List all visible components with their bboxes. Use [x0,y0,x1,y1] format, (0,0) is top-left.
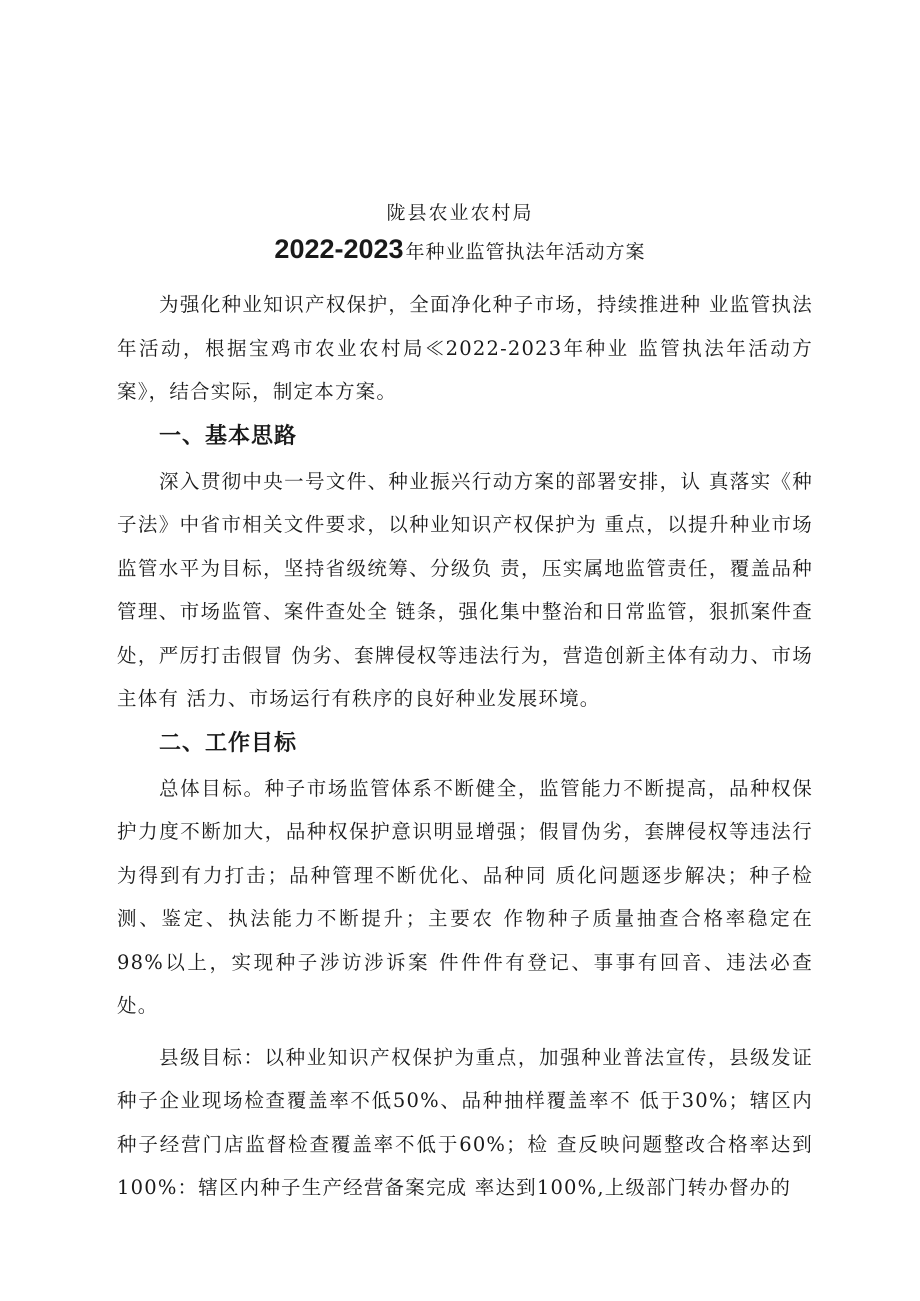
organization-name: 陇县农业农村局 [386,202,534,224]
document-title [0,234,920,265]
section-paragraph: 深入贯彻中央一号文件、种业振兴行动方案的部署安排，认 真落实《种子法》中省市相关文件要求，以种业知识产权保护为 重点，以提升种业市场监管水平为目标，坚持省级统筹、分级负 责，压实属地监管责任，覆盖品种管理、市场监管、案件查处全 链条，强化集中整治和日常监管，狠抓案件查处，严厉打击假冒 伪劣、套牌侵权等违法行为，营造创新主体有动力、市场主体有 活力、市场运行有秩序的良好种业发展环境。 [117,469,813,710]
intro-paragraph: 为强化种业知识产权保护，全面净化种子市场，持续推进种 业监管执法年活动，根据宝鸡市农业农村局≪2022-2023年种业 监管执法年活动方案》，结合实际，制定本方案。 [117,293,813,403]
section-heading-work-goals: 二、工作目标 [159,730,298,756]
title-years: 2022-2023 [274,234,404,264]
title-text: 年种业监管执法年活动方案 [405,241,646,263]
section-paragraph: 总体目标。种子市场监管体系不断健全，监管能力不断提高，品种权保护力度不断加大，品种权保护意识明显增强；假冒伪劣，套牌侵权等违法行为得到有力打击；品种管理不断优化、品种同 质化问题逐步解决；种子检测、鉴定、执法能力不断提升；主要农 作物种子质量抽查合格率稳定在98%以上，实现种子涉访涉诉案 件件件有登记、事事有回音、违法必查处。 [117,776,813,1017]
document-body [117,283,813,1210]
section-heading-basic-approach: 一、基本思路 [159,423,298,449]
section-paragraph: 县级目标：以种业知识产权保护为重点，加强种业普法宣传，县级发证种子企业现场检查覆盖率不低50%、品种抽样覆盖率不 低于30%；辖区内种子经营门店监督检查覆盖率不低于60%；检 查反映问题整改合格率达到100%：辖区内种子生产经营备案完成 率达到100%,上级部门转办督办的 [117,1045,813,1199]
